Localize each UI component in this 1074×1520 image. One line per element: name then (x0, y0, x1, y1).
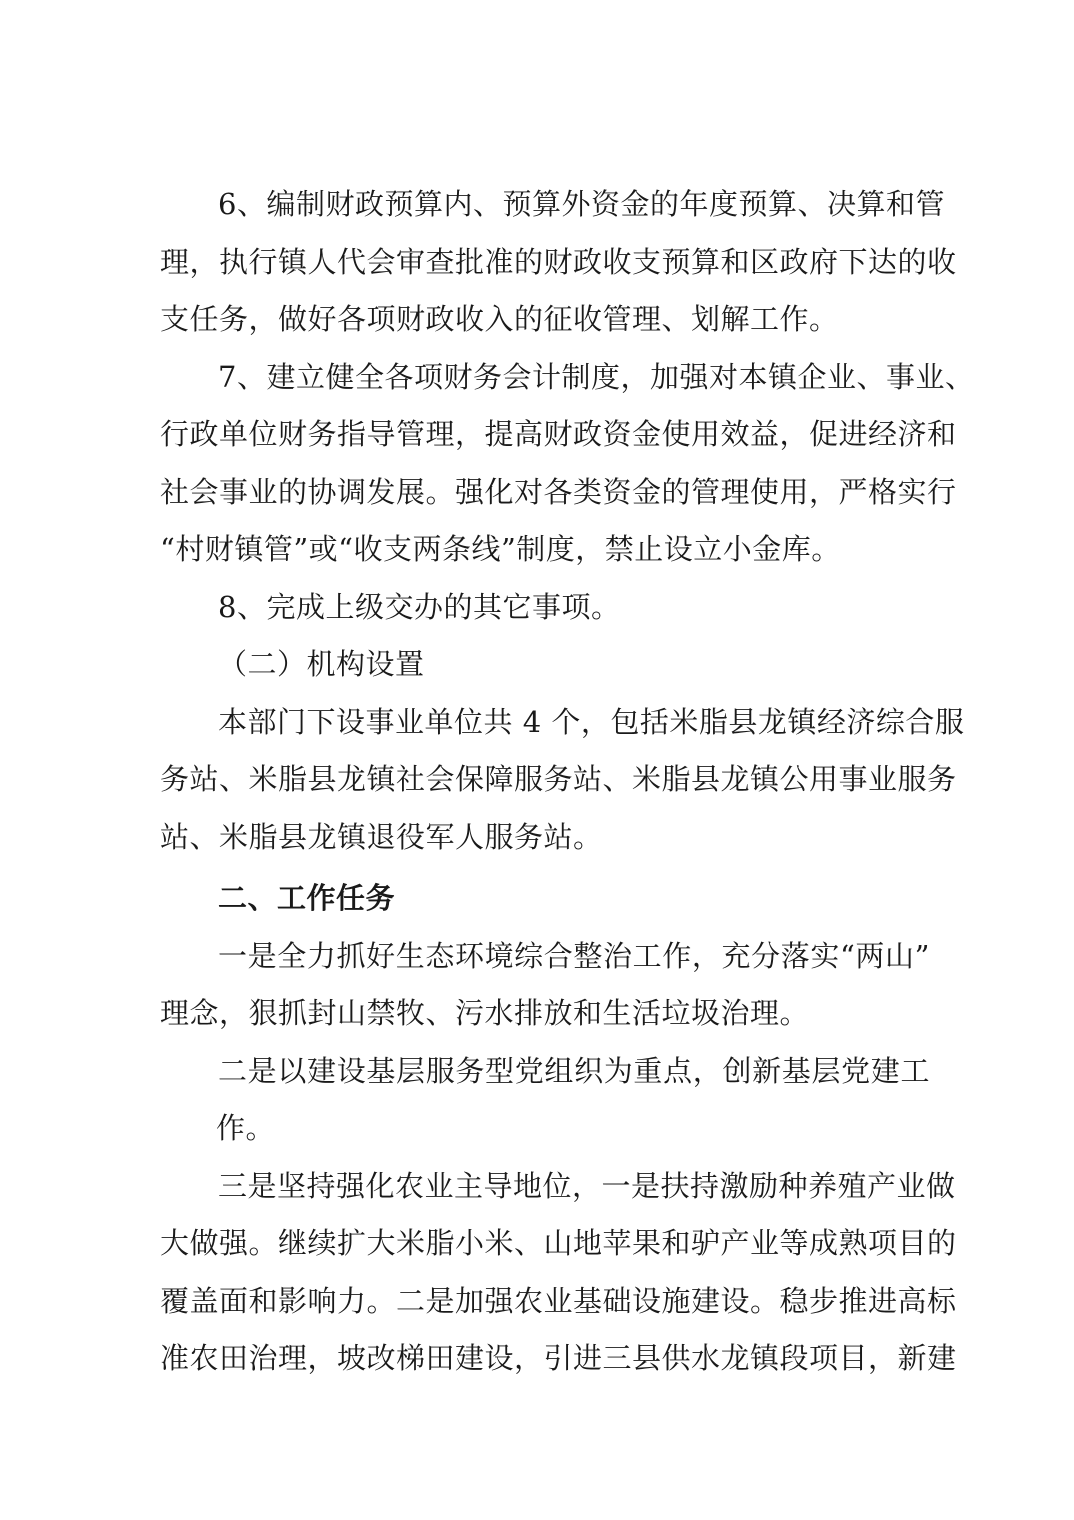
paragraph-item-8 (160, 579, 930, 637)
task-3-paragraph (160, 1158, 957, 1388)
text-line: 大做强。继续扩大米脂小米、山地苹果和驴产业等成熟项目的 (160, 1226, 957, 1260)
text-line: 理念，狠抓封山禁牧、污水排放和生活垃圾治理。 (160, 996, 810, 1030)
text-line: 站、米脂县龙镇退役军人服务站。 (160, 819, 603, 854)
task-1-paragraph (160, 928, 930, 1043)
text-line: 本部门下设事业单位共 4 个，包括米脂县龙镇经济综合服 (218, 704, 965, 739)
text-line: 务站、米脂县龙镇社会保障服务站、米脂县龙镇公用事业服务 (160, 762, 957, 796)
text-line: 社会事业的协调发展。强化对各类资金的管理使用，严格实行 (160, 474, 957, 509)
text-line: 8、完成上级交办的其它事项。 (218, 589, 621, 624)
text-line: 支任务，做好各项财政收入的征收管理、划解工作。 (160, 302, 839, 336)
text-line: 6、编制财政预算内、预算外资金的年度预算、决算和管 (218, 187, 945, 221)
text-line: 准农田治理，坡改梯田建设，引进三县供水龙镇段项目，新建 (160, 1341, 957, 1375)
section-2-heading (160, 870, 930, 928)
paragraph-item-6 (160, 176, 957, 349)
task-2-paragraph (160, 1043, 930, 1158)
text-line: 7、建立健全各项财务会计制度，加强对本镇企业、事业、 (218, 359, 975, 394)
org-paragraph (160, 694, 965, 867)
text-line: 三是坚持强化农业主导地位，一是扶持激励种养殖产业做 (218, 1168, 956, 1203)
text-line: 一是全力抓好生态环境综合整治工作，充分落实“两山” (218, 938, 930, 973)
text-line: “村财镇管”或“收支两条线”制度，禁止设立小金库。 (160, 532, 841, 566)
subsection-heading: （二）机构设置 (218, 647, 425, 681)
document-page (160, 176, 975, 1388)
text-line: 二是以建设基层服务型党组织为重点，创新基层党建工 (218, 1053, 930, 1088)
org-heading (160, 636, 930, 694)
section-heading: 二、工作任务 (218, 881, 396, 915)
text-line: 行政单位财务指导管理，提高财政资金使用效益，促进经济和 (160, 417, 957, 451)
text-line: 覆盖面和影响力。二是加强农业基础设施建设。稳步推进高标 (160, 1283, 957, 1318)
text-line: 作。 (216, 1111, 276, 1145)
text-line: 理，执行镇人代会审查批准的财政收支预算和区政府下达的收 (160, 244, 957, 279)
paragraph-item-7 (160, 349, 975, 579)
